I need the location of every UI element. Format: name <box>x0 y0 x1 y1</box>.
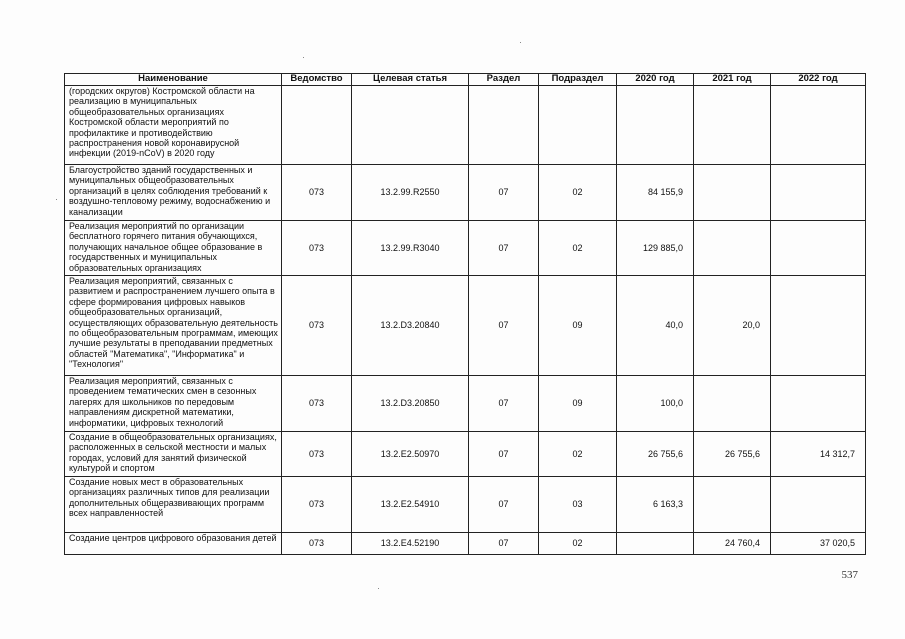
header-year-2021: 2021 год <box>694 74 771 86</box>
row-department: 073 <box>282 376 352 432</box>
row-year-2020: 129 885,0 <box>617 221 694 276</box>
table-header-row <box>65 74 866 86</box>
row-year-2022 <box>771 221 866 276</box>
row-name: Реализация мероприятий по организации бесплатного горячего питания обучающихся, получающих начальное общее образование в государственных и муниципальных образовательных организациях <box>65 221 282 276</box>
header-section: Раздел <box>469 74 539 86</box>
row-section: 07 <box>469 221 539 276</box>
scan-speck <box>303 57 304 58</box>
row-year-2020: 40,0 <box>617 276 694 376</box>
row-name: Реализация мероприятий, связанных с развитием и распространением лучшего опыта в сфере формирования цифровых навыков общеобразовательных организаций, осуществляющих образовательную деятельность по общеобразовательным программам, имеющих лучшие результаты в преподавании предметных областей "Математика", "Информатика" и "Технология" <box>65 276 282 376</box>
header-department: Ведомство <box>282 74 352 86</box>
row-target-article: 13.2.99.R3040 <box>352 221 469 276</box>
row-section: 07 <box>469 165 539 221</box>
row-target-article: 13.2.D3.20850 <box>352 376 469 432</box>
row-year-2020: 26 755,6 <box>617 432 694 477</box>
row-year-2021: 20,0 <box>694 276 771 376</box>
row-section <box>469 86 539 165</box>
row-year-2022 <box>771 477 866 533</box>
row-name: Создание центров цифрового образования детей <box>65 533 282 555</box>
row-target-article: 13.2.E2.54910 <box>352 477 469 533</box>
row-section: 07 <box>469 477 539 533</box>
row-year-2022 <box>771 165 866 221</box>
header-name: Наименование <box>65 74 282 86</box>
row-subsection: 09 <box>539 376 617 432</box>
row-subsection: 09 <box>539 276 617 376</box>
row-department: 073 <box>282 533 352 555</box>
row-year-2022 <box>771 376 866 432</box>
table-row <box>65 165 866 221</box>
header-target-article: Целевая статья <box>352 74 469 86</box>
row-target-article: 13.2.99.R2550 <box>352 165 469 221</box>
row-year-2020 <box>617 86 694 165</box>
header-year-2022: 2022 год <box>771 74 866 86</box>
row-target-article: 13.2.D3.20840 <box>352 276 469 376</box>
table-row <box>65 276 866 376</box>
page-number: 537 <box>841 569 858 581</box>
row-subsection <box>539 86 617 165</box>
row-section: 07 <box>469 276 539 376</box>
row-target-article <box>352 86 469 165</box>
row-year-2020: 6 163,3 <box>617 477 694 533</box>
header-subsection: Подраздел <box>539 74 617 86</box>
row-year-2020 <box>617 533 694 555</box>
row-section: 07 <box>469 376 539 432</box>
row-year-2022 <box>771 276 866 376</box>
row-name: Реализация мероприятий, связанных с проведением тематических смен в сезонных лагерях для школьников по передовым направлениям дискретной математики, информатики, цифровых технологий <box>65 376 282 432</box>
scan-speck <box>378 588 379 589</box>
row-year-2021: 26 755,6 <box>694 432 771 477</box>
row-year-2021: 24 760,4 <box>694 533 771 555</box>
row-year-2021 <box>694 221 771 276</box>
row-target-article: 13.2.E4.52190 <box>352 533 469 555</box>
row-department: 073 <box>282 165 352 221</box>
row-year-2021 <box>694 376 771 432</box>
table-row <box>65 86 866 165</box>
row-year-2021 <box>694 165 771 221</box>
row-name: (городских округов) Костромской области на реализацию в муниципальных общеобразовательных организациях Костромской области мероприятий по профилактике и противодействию распространения новой коронавирусной инфекции (2019-nCoV) в 2020 году <box>65 86 282 165</box>
table-row <box>65 477 866 533</box>
row-department <box>282 86 352 165</box>
table-row <box>65 533 866 555</box>
table-row <box>65 221 866 276</box>
header-year-2020: 2020 год <box>617 74 694 86</box>
row-year-2020: 84 155,9 <box>617 165 694 221</box>
row-department: 073 <box>282 276 352 376</box>
row-year-2021 <box>694 477 771 533</box>
row-section: 07 <box>469 432 539 477</box>
row-name: Создание новых мест в образовательных организациях различных типов для реализации дополнительных общеразвивающих программ всех направленностей <box>65 477 282 533</box>
budget-table <box>64 73 866 555</box>
row-department: 073 <box>282 221 352 276</box>
scan-speck <box>520 42 521 43</box>
row-subsection: 02 <box>539 432 617 477</box>
table-row <box>65 376 866 432</box>
row-year-2022: 37 020,5 <box>771 533 866 555</box>
row-department: 073 <box>282 432 352 477</box>
row-subsection: 02 <box>539 533 617 555</box>
row-subsection: 03 <box>539 477 617 533</box>
scan-speck <box>56 199 57 200</box>
row-target-article: 13.2.E2.50970 <box>352 432 469 477</box>
row-name: Создание в общеобразовательных организациях, расположенных в сельской местности и малых городах, условий для занятий физической культурой и спортом <box>65 432 282 477</box>
row-year-2022: 14 312,7 <box>771 432 866 477</box>
row-name: Благоустройство зданий государственных и муниципальных общеобразовательных организаций в целях соблюдения требований к воздушно-тепловому режиму, водоснабжению и канализации <box>65 165 282 221</box>
row-year-2022 <box>771 86 866 165</box>
table-row <box>65 432 866 477</box>
row-year-2020: 100,0 <box>617 376 694 432</box>
row-year-2021 <box>694 86 771 165</box>
row-subsection: 02 <box>539 221 617 276</box>
row-department: 073 <box>282 477 352 533</box>
row-section: 07 <box>469 533 539 555</box>
row-subsection: 02 <box>539 165 617 221</box>
